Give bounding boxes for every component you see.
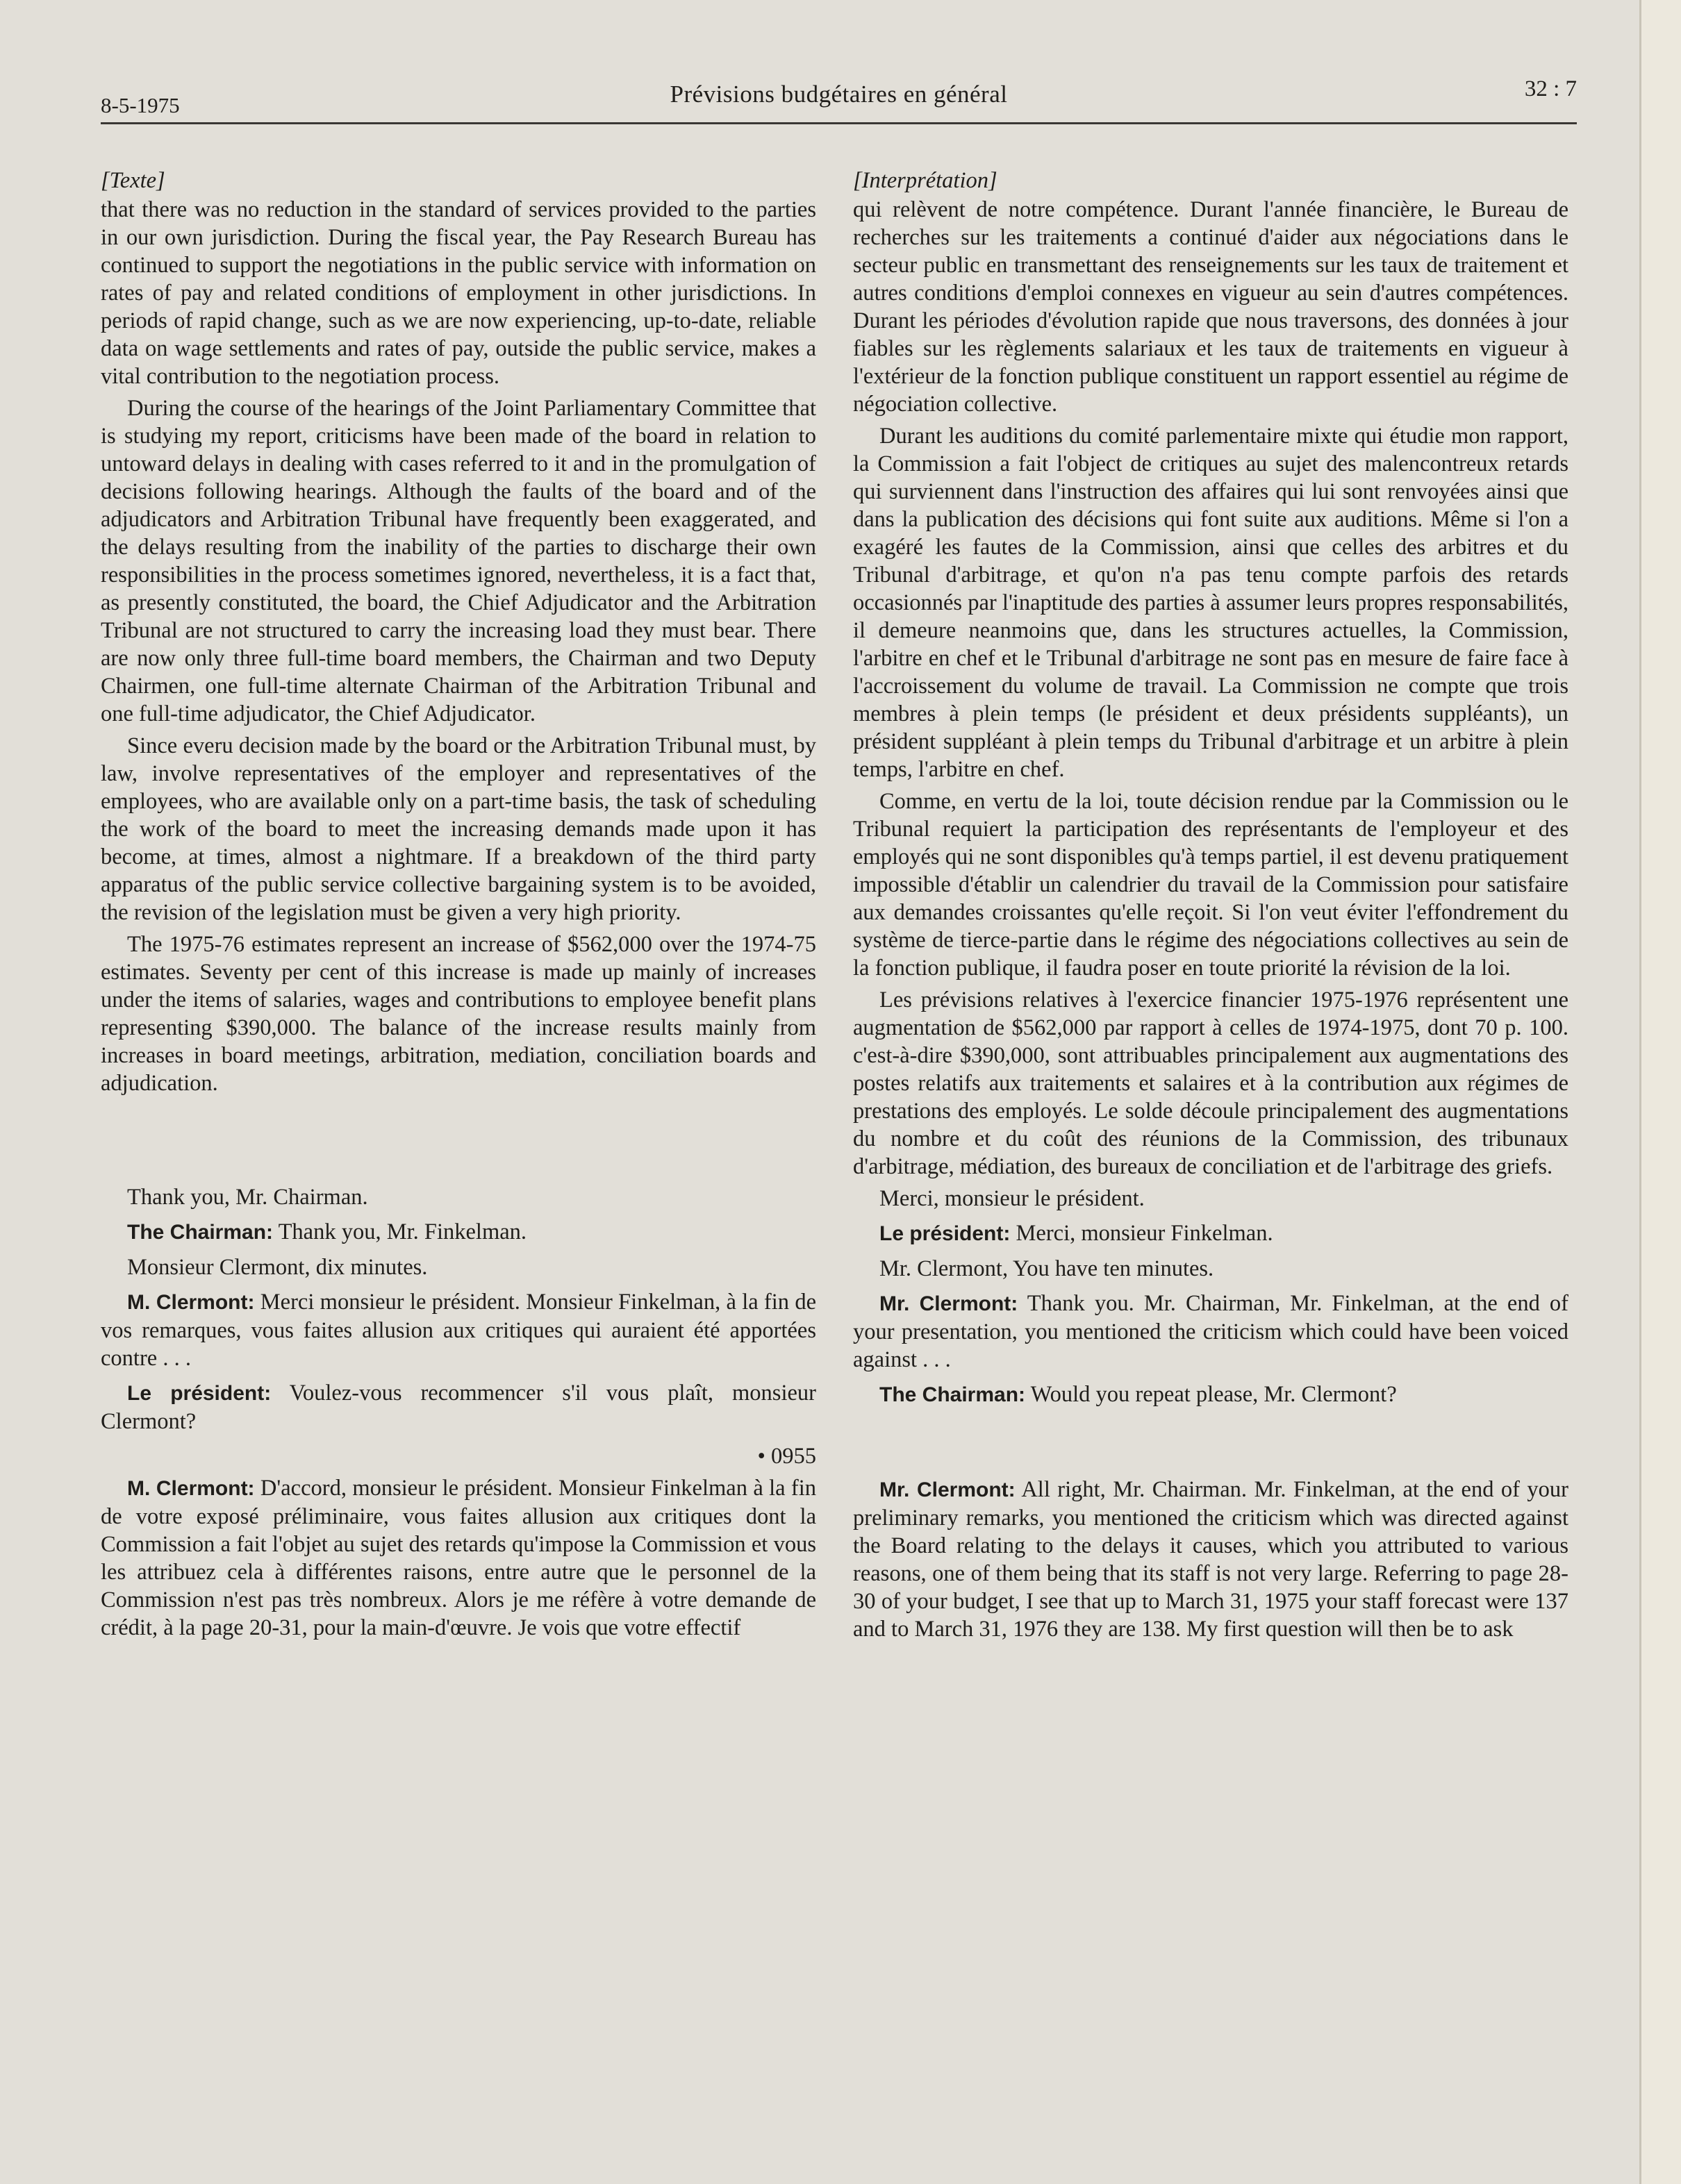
- dialogue-line: [853, 1255, 1568, 1283]
- speaker-name: Le président:: [127, 1382, 272, 1405]
- dialogue-text: Thank you, Mr. Finkelman.: [273, 1219, 527, 1244]
- time-marker: • 0955: [757, 1444, 816, 1469]
- dialogue-text: Merci monsieur le président. Monsieur Finkelman, à la fin de vos remarques, vous faites allusion aux critiques qui auraient été apportées contre . . .: [101, 1290, 817, 1371]
- dialogue-text: Voulez-vous recommencer s'il vous plaît, monsieur Clermont?: [101, 1381, 816, 1434]
- paragraph: During the course of the hearings of the Joint Parliamentary Committee that is studying my report, criticisms have been made of the board in relation to untoward delays in dealing with cases referred to it and in the promulgation of decisions following hearings. Although the faults of the board and of the adjudicators and Arbitration Tribunal have frequently been exaggerated, and the delays resulting from the inability of the parties to discharge their own responsibilities in the process sometimes ignored, nevertheless, it is a fact that, as presently constituted, the board, the Chief Adjudicator and the Arbitration Tribunal are not structured to carry the increasing load they must bear. There are now only three full-time board members, the Chairman and two Deputy Chairmen, one full-time alternate Chairman of the Arbitration Tribunal and one full-time adjudicator, the Chief Adjudicator.: [101, 396, 816, 726]
- speaker-name: M. Clermont:: [127, 1291, 255, 1314]
- header-page-number: 32 : 7: [1524, 76, 1577, 101]
- dialogue-text: Thank you, Mr. Chairman.: [127, 1185, 368, 1210]
- english-column: [101, 167, 816, 1649]
- speaker-name: The Chairman:: [127, 1221, 274, 1244]
- dialogue-line: [101, 1183, 816, 1211]
- dialogue-line: [853, 1290, 1568, 1374]
- dialogue-line: [101, 1474, 816, 1642]
- speaker-name: Le président:: [879, 1222, 1011, 1245]
- dialogue-line: [101, 1288, 816, 1372]
- french-column: [853, 167, 1568, 1650]
- dialogue-text: D'accord, monsieur le président. Monsieur Finkelman à la fin de votre exposé préliminaire, vous faites allusion aux critiques dont la Commission a fait l'objet au sujet des retards qu'impose la Commission et vous les attribuez cela à différentes raisons, entre autre que le personnel de la Commission n'est pas très nombreux. Alors je me réfère à votre demande de crédit, à la page 20-31, pour la main-d'œuvre. Je vois que votre effectif: [101, 1476, 817, 1640]
- speaker-name: M. Clermont:: [127, 1477, 255, 1500]
- dialogue-line: [101, 1218, 816, 1247]
- header-date: 8-5-1975: [101, 93, 180, 117]
- dialogue-line: [853, 1381, 1568, 1409]
- dialogue-text: Monsieur Clermont, dix minutes.: [127, 1255, 428, 1280]
- paragraph: that there was no reduction in the standard of services provided to the parties in our own jurisdiction. During the fiscal year, the Pay Research Bureau has continued to support the negotiations in the public service with information on rates of pay and related conditions of employment in other jurisdictions. In periods of rapid change, such as we are now experiencing, up-to-date, reliable data on wage settlements and rates of pay, outside the public service, makes a vital contribution to the negotiation process.: [101, 197, 816, 389]
- column-tag: [Texte]: [101, 168, 165, 193]
- dialogue-text: Would you repeat please, Mr. Clermont?: [1025, 1382, 1397, 1407]
- dialogue-text: All right, Mr. Chairman. Mr. Finkelman, at the end of your preliminary remarks, you mentioned the criticism which was directed against the Board relating to the delays it causes, which you attributed to various reasons, one of them being that its staff is not very large. Referring to page 28-30 of your budget, I see that up to March 31, 1975 your staff forecast were 137 and to March 31, 1976 they are 138. My first question will then be to ask: [853, 1477, 1568, 1642]
- paragraph: The 1975-76 estimates represent an increase of $562,000 over the 1974-75 estimates. Seventy per cent of this increase is made up mainly of increases under the items of salaries, wages and contributions to employee benefit plans representing $390,000. The balance of the increase results mainly from increases in board meetings, arbitration, mediation, conciliation boards and adjudication.: [101, 932, 816, 1096]
- paragraph: Since everu decision made by the board or the Arbitration Tribunal must, by law, involve representatives of the employer and representatives of the employees, who are available only on a part-time basis, the task of scheduling the work of the board to meet the increasing demands made upon it has become, at times, almost a nightmare. If a breakdown of the third party apparatus of the public service collective bargaining system is to be avoided, the revision of the legislation must be given a very high priority.: [101, 733, 816, 925]
- paragraph: qui relèvent de notre compétence. Durant l'année financière, le Bureau de recherches sur les traitements a continué d'aider aux négociations dans le secteur public en transmettant des renseignements sur les taux de traitement et autres conditions d'emploi connexes en vigueur au sein d'autres compétences. Durant les périodes d'évolution rapide que nous traversons, des données à jour fiables sur les règlements salariaux et les taux de traitements en vigueur à l'extérieur de la fonction publique constituent un rapport essentiel au régime de négociation collective.: [853, 197, 1568, 417]
- dialogue-line: [101, 1379, 816, 1435]
- dialogue-line: [853, 1219, 1568, 1248]
- dialogue-text: Thank you. Mr. Chairman, Mr. Finkelman, at the end of your presentation, you mentioned the criticism which could have been voiced against . . .: [853, 1291, 1568, 1372]
- speaker-name: The Chairman:: [879, 1383, 1026, 1406]
- page-header: [101, 76, 1577, 124]
- speaker-name: Mr. Clermont:: [879, 1478, 1016, 1501]
- dialogue-line: [853, 1185, 1568, 1212]
- header-title: Prévisions budgétaires en général: [670, 81, 1008, 108]
- dialogue-text: Merci, monsieur le président.: [879, 1186, 1145, 1211]
- page-edge: [1639, 0, 1681, 2184]
- dialogue-text: Merci, monsieur Finkelman.: [1010, 1221, 1273, 1246]
- column-tag: [Interprétation]: [853, 168, 997, 193]
- dialogue-text: Mr. Clermont, You have ten minutes.: [879, 1256, 1214, 1281]
- dialogue-line: [853, 1476, 1568, 1643]
- paragraph: Comme, en vertu de la loi, toute décision rendue par la Commission ou le Tribunal requiert la participation des représentants de l'employeur et des employés qui ne sont disponibles qu'à temps partiel, il est devenu pratiquement impossible d'établir un calendrier du travail de la Commission pour satisfaire aux demandes croissantes qu'elle reçoit. Si l'on veut éviter l'effondrement du système de tierce-partie dans le régime des négociations collectives au sein de la fonction publique, il faudra poser en toute priorité la révision de la loi.: [853, 789, 1568, 981]
- speaker-name: Mr. Clermont:: [879, 1292, 1018, 1315]
- dialogue-line: [101, 1253, 816, 1281]
- paragraph: Durant les auditions du comité parlementaire mixte qui étudie mon rapport, la Commission a fait l'object de critiques au sujet des malencontreux retards qui surviennent dans l'instruction des affaires qui lui sont renvoyées ainsi que dans la publication des décisions qui font suite aux auditions. Même si l'on a exagéré les fautes de la Commission, ainsi que celles des arbitres et du Tribunal d'arbitrage, et qu'on n'a pas tenu compte parfois des retards occasionnés par l'inaptitude des parties à assumer leurs propres responsabilités, il demeure neanmoins que, dans les structures actuelles, la Commission, l'arbitre en chef et le Tribunal d'arbitrage ne sont pas en mesure de faire face à l'accroissement du volume de travail. La Commission ne compte que trois membres à plein temps (le président et deux présidents suppléants), un président suppléant à plein temps du Tribunal d'arbitrage et un arbitre à plein temps, l'arbitre en chef.: [853, 424, 1568, 782]
- paragraph: Les prévisions relatives à l'exercice financier 1975-1976 représentent une augmentation de $562,000 par rapport à celles de 1974-1975, dont 70 p. 100. c'est-à-dire $390,000, sont attribuables principalement aux augmentations des postes relatifs aux traitements et salaires et à la contribution aux régimes de prestations des employés. Le solde découle principalement des augmentations du nombre et du coût des réunions de la Commission, des tribunaux d'arbitrage, médiation, des bureaux de conciliation et de l'arbitrage des griefs.: [853, 987, 1568, 1179]
